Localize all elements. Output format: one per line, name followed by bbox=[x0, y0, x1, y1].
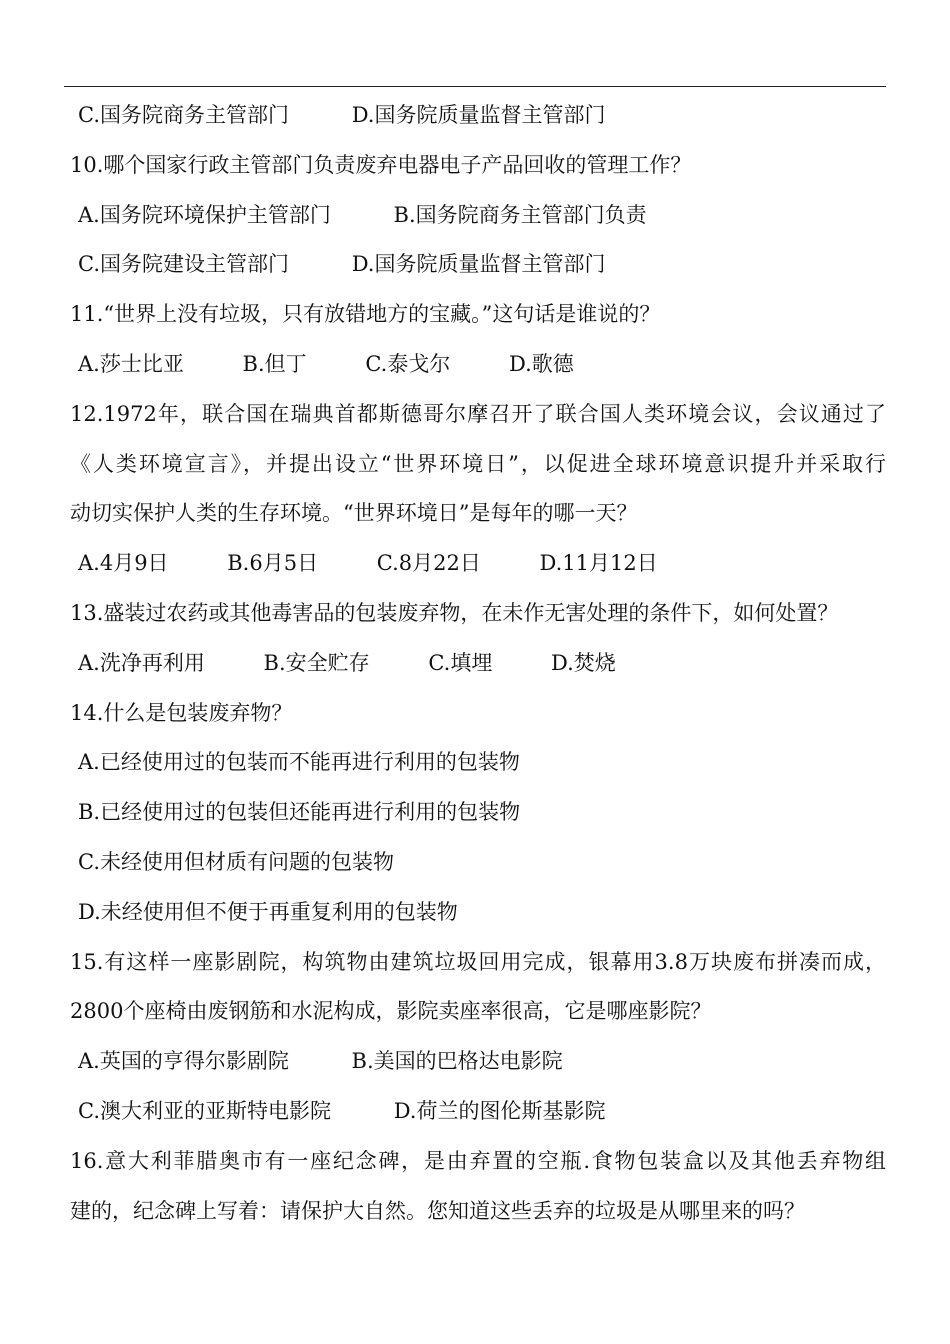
q13-option-a: A.洗净再利用 bbox=[78, 650, 205, 675]
q15-question-line2: 2800个座椅由废钢筋和水泥构成，影院卖座率很高，它是哪座影院？ bbox=[70, 999, 712, 1024]
q13-options-row bbox=[70, 639, 886, 689]
q16-question-line2: 建的，纪念碑上写着：请保护大自然。您知道这些丢弃的垃圾是从哪里来的吗？ bbox=[70, 1198, 805, 1223]
q11-options-row bbox=[70, 340, 886, 390]
q10-options-row1 bbox=[70, 191, 886, 241]
q10-option-a: A.国务院环境保护主管部门 bbox=[78, 202, 331, 227]
q13-option-c: C.填埋 bbox=[428, 650, 493, 675]
q14-option-b: B.已经使用过的包装但还能再进行利用的包装物 bbox=[78, 800, 521, 825]
q14-option-d: D.未经使用但不便于再重复利用的包装物 bbox=[78, 899, 458, 924]
q9-option-d: D.国务院质量监督主管部门 bbox=[351, 103, 606, 127]
q12-question-line2: 《人类环境宣言》，并提出设立“世界环境日”，以促进全球环境意识提升并采取行 bbox=[70, 451, 886, 476]
q9-option-c: C.国务院商务主管部门 bbox=[78, 103, 289, 127]
q10-option-c: C.国务院建设主管部门 bbox=[78, 252, 289, 277]
q12-option-c: C.8月22日 bbox=[376, 551, 481, 576]
q11-question: 11.“世界上没有垃圾，只有放错地方的宝藏。”这句话是谁说的？ bbox=[70, 302, 661, 327]
q12-question-line1: 12.1972年，联合国在瑞典首都斯德哥尔摩召开了联合国人类环境会议，会议通过了 bbox=[70, 401, 886, 426]
q12-option-b: B.6月5日 bbox=[227, 551, 319, 576]
q12-question-line3: 动切实保护人类的生存环境。“世界环境日”是每年的哪一天？ bbox=[70, 501, 638, 526]
q10-option-d: D.国务院质量监督主管部门 bbox=[351, 252, 606, 277]
q11-option-c: C.泰戈尔 bbox=[365, 351, 451, 376]
q15-options-row1 bbox=[70, 1037, 886, 1087]
q16-question-line1: 16.意大利菲腊奥市有一座纪念碑，是由弃置的空瓶.食物包装盒以及其他丢弃物组 bbox=[70, 1148, 886, 1173]
q12-option-d: D.11月12日 bbox=[539, 551, 658, 576]
q11-option-a: A.莎士比亚 bbox=[78, 351, 184, 376]
q11-option-b: B.但丁 bbox=[242, 351, 307, 376]
q13-question: 13.盛装过农药或其他毒害品的包装废弃物，在未作无害处理的条件下，如何处置？ bbox=[70, 600, 839, 625]
q14-option-a: A.已经使用过的包装而不能再进行利用的包装物 bbox=[78, 750, 520, 775]
q15-option-c: C.澳大利亚的亚斯特电影院 bbox=[78, 1098, 331, 1123]
q10-question: 10.哪个国家行政主管部门负责废弃电器电子产品回收的管理工作？ bbox=[70, 152, 692, 177]
q15-option-b: B.美国的巴格达电影院 bbox=[351, 1049, 563, 1074]
q12-options-row bbox=[70, 539, 886, 589]
q10-options-row2 bbox=[70, 240, 886, 290]
q10-option-b: B.国务院商务主管部门负责 bbox=[393, 202, 647, 227]
q11-option-d: D.歌德 bbox=[509, 351, 574, 376]
q15-question-line1: 15.有这样一座影剧院，构筑物由建筑垃圾回用完成，银幕用3.8万块废布拼凑而成， bbox=[70, 949, 886, 974]
q15-option-a: A.英国的亨得尔影剧院 bbox=[78, 1049, 289, 1074]
header-rule bbox=[64, 86, 886, 87]
q14-question: 14.什么是包装废弃物？ bbox=[70, 700, 293, 725]
q12-option-a: A.4月9日 bbox=[78, 551, 169, 576]
q9-options-row bbox=[70, 91, 886, 141]
q15-option-d: D.荷兰的图伦斯基影院 bbox=[393, 1098, 606, 1123]
q13-option-d: D.焚烧 bbox=[551, 650, 616, 675]
q13-option-b: B.安全贮存 bbox=[263, 650, 370, 675]
question-list bbox=[70, 91, 886, 1236]
q15-options-row2 bbox=[70, 1087, 886, 1137]
q14-option-c: C.未经使用但材质有问题的包装物 bbox=[78, 849, 394, 874]
